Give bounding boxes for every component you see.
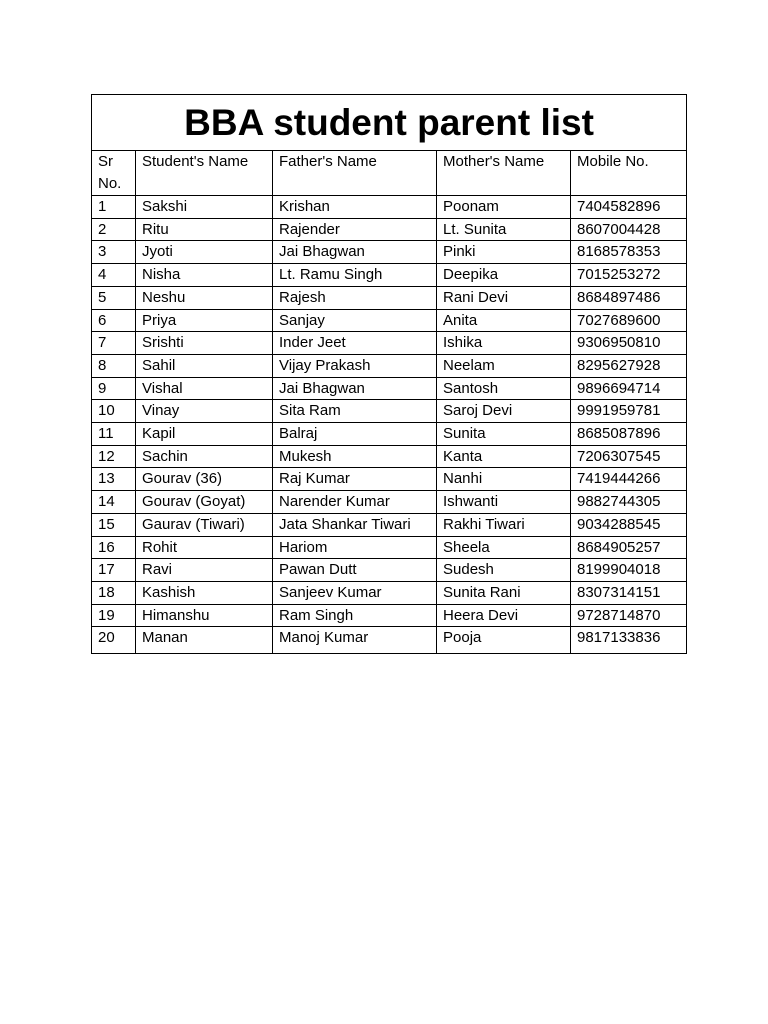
column-header-mother-name: Mother's Name (437, 151, 571, 196)
header-row (92, 151, 687, 196)
document-title: BBA student parent list (92, 95, 687, 151)
cell-father-name: Mukesh (273, 445, 437, 468)
cell-sr-no: 16 (92, 536, 136, 559)
cell-sr-no: 5 (92, 286, 136, 309)
title-row (92, 95, 687, 151)
cell-student-name: Kapil (136, 423, 273, 446)
table-row (92, 286, 687, 309)
table-body (92, 196, 687, 654)
student-parent-table (91, 94, 687, 654)
cell-mother-name: Anita (437, 309, 571, 332)
cell-sr-no: 20 (92, 627, 136, 654)
cell-father-name: Jai Bhagwan (273, 377, 437, 400)
cell-mobile-no: 9896694714 (571, 377, 687, 400)
cell-mobile-no: 7419444266 (571, 468, 687, 491)
cell-student-name: Kashish (136, 581, 273, 604)
cell-mobile-no: 8685087896 (571, 423, 687, 446)
cell-sr-no: 3 (92, 241, 136, 264)
cell-sr-no: 18 (92, 581, 136, 604)
cell-father-name: Vijay Prakash (273, 354, 437, 377)
cell-student-name: Sakshi (136, 196, 273, 219)
cell-father-name: Hariom (273, 536, 437, 559)
cell-mobile-no: 8307314151 (571, 581, 687, 604)
cell-mother-name: Pooja (437, 627, 571, 654)
table-row (92, 400, 687, 423)
cell-mobile-no: 8295627928 (571, 354, 687, 377)
cell-student-name: Srishti (136, 332, 273, 355)
cell-father-name: Raj Kumar (273, 468, 437, 491)
cell-father-name: Pawan Dutt (273, 559, 437, 582)
table-row (92, 354, 687, 377)
cell-father-name: Krishan (273, 196, 437, 219)
table-row (92, 627, 687, 654)
table-row (92, 604, 687, 627)
cell-father-name: Narender Kumar (273, 491, 437, 514)
cell-student-name: Manan (136, 627, 273, 654)
cell-mobile-no: 7404582896 (571, 196, 687, 219)
cell-father-name: Sita Ram (273, 400, 437, 423)
cell-mother-name: Lt. Sunita (437, 218, 571, 241)
cell-student-name: Rohit (136, 536, 273, 559)
cell-student-name: Vinay (136, 400, 273, 423)
cell-mobile-no: 8168578353 (571, 241, 687, 264)
table-row (92, 309, 687, 332)
table-row (92, 196, 687, 219)
cell-mobile-no: 9991959781 (571, 400, 687, 423)
cell-sr-no: 2 (92, 218, 136, 241)
cell-student-name: Ravi (136, 559, 273, 582)
cell-sr-no: 12 (92, 445, 136, 468)
cell-mobile-no: 9882744305 (571, 491, 687, 514)
cell-student-name: Ritu (136, 218, 273, 241)
cell-sr-no: 9 (92, 377, 136, 400)
cell-mobile-no: 7206307545 (571, 445, 687, 468)
cell-father-name: Rajender (273, 218, 437, 241)
column-header-sr-no: Sr No. (92, 151, 136, 196)
table-row (92, 423, 687, 446)
column-header-student-name: Student's Name (136, 151, 273, 196)
cell-student-name: Neshu (136, 286, 273, 309)
cell-mother-name: Nanhi (437, 468, 571, 491)
cell-sr-no: 4 (92, 264, 136, 287)
table-row (92, 581, 687, 604)
cell-mother-name: Kanta (437, 445, 571, 468)
cell-mobile-no: 8607004428 (571, 218, 687, 241)
cell-student-name: Sachin (136, 445, 273, 468)
cell-mother-name: Neelam (437, 354, 571, 377)
cell-mobile-no: 7015253272 (571, 264, 687, 287)
table-row (92, 445, 687, 468)
cell-sr-no: 10 (92, 400, 136, 423)
cell-mobile-no: 8199904018 (571, 559, 687, 582)
cell-mobile-no: 9728714870 (571, 604, 687, 627)
table-row (92, 332, 687, 355)
cell-mobile-no: 7027689600 (571, 309, 687, 332)
cell-mother-name: Deepika (437, 264, 571, 287)
table-row (92, 241, 687, 264)
cell-mother-name: Santosh (437, 377, 571, 400)
table-row (92, 218, 687, 241)
cell-father-name: Jai Bhagwan (273, 241, 437, 264)
table-row (92, 468, 687, 491)
cell-mobile-no: 9034288545 (571, 513, 687, 536)
cell-mother-name: Rani Devi (437, 286, 571, 309)
cell-mobile-no: 9306950810 (571, 332, 687, 355)
column-header-mobile-no: Mobile No. (571, 151, 687, 196)
cell-father-name: Inder Jeet (273, 332, 437, 355)
cell-student-name: Gaurav (Tiwari) (136, 513, 273, 536)
cell-father-name: Sanjay (273, 309, 437, 332)
column-header-father-name: Father's Name (273, 151, 437, 196)
cell-student-name: Himanshu (136, 604, 273, 627)
cell-sr-no: 8 (92, 354, 136, 377)
document-sheet (91, 94, 686, 654)
cell-student-name: Priya (136, 309, 273, 332)
cell-father-name: Rajesh (273, 286, 437, 309)
cell-father-name: Lt. Ramu Singh (273, 264, 437, 287)
cell-student-name: Vishal (136, 377, 273, 400)
table-row (92, 513, 687, 536)
cell-mobile-no: 9817133836 (571, 627, 687, 654)
table-row (92, 264, 687, 287)
cell-mother-name: Pinki (437, 241, 571, 264)
table-row (92, 377, 687, 400)
cell-mobile-no: 8684905257 (571, 536, 687, 559)
cell-sr-no: 17 (92, 559, 136, 582)
cell-mother-name: Ishika (437, 332, 571, 355)
cell-student-name: Nisha (136, 264, 273, 287)
cell-father-name: Sanjeev Kumar (273, 581, 437, 604)
cell-mother-name: Sunita (437, 423, 571, 446)
cell-mother-name: Sudesh (437, 559, 571, 582)
cell-student-name: Sahil (136, 354, 273, 377)
cell-student-name: Gourav (36) (136, 468, 273, 491)
cell-mobile-no: 8684897486 (571, 286, 687, 309)
table-row (92, 536, 687, 559)
cell-mother-name: Rakhi Tiwari (437, 513, 571, 536)
table-row (92, 559, 687, 582)
cell-father-name: Jata Shankar Tiwari (273, 513, 437, 536)
cell-sr-no: 11 (92, 423, 136, 446)
cell-mother-name: Sheela (437, 536, 571, 559)
cell-father-name: Ram Singh (273, 604, 437, 627)
cell-sr-no: 1 (92, 196, 136, 219)
cell-sr-no: 7 (92, 332, 136, 355)
cell-student-name: Gourav (Goyat) (136, 491, 273, 514)
cell-sr-no: 13 (92, 468, 136, 491)
table-row (92, 491, 687, 514)
cell-mother-name: Ishwanti (437, 491, 571, 514)
cell-mother-name: Saroj Devi (437, 400, 571, 423)
cell-sr-no: 6 (92, 309, 136, 332)
cell-student-name: Jyoti (136, 241, 273, 264)
cell-mother-name: Heera Devi (437, 604, 571, 627)
cell-father-name: Manoj Kumar (273, 627, 437, 654)
cell-mother-name: Poonam (437, 196, 571, 219)
cell-father-name: Balraj (273, 423, 437, 446)
cell-mother-name: Sunita Rani (437, 581, 571, 604)
cell-sr-no: 14 (92, 491, 136, 514)
cell-sr-no: 19 (92, 604, 136, 627)
cell-sr-no: 15 (92, 513, 136, 536)
